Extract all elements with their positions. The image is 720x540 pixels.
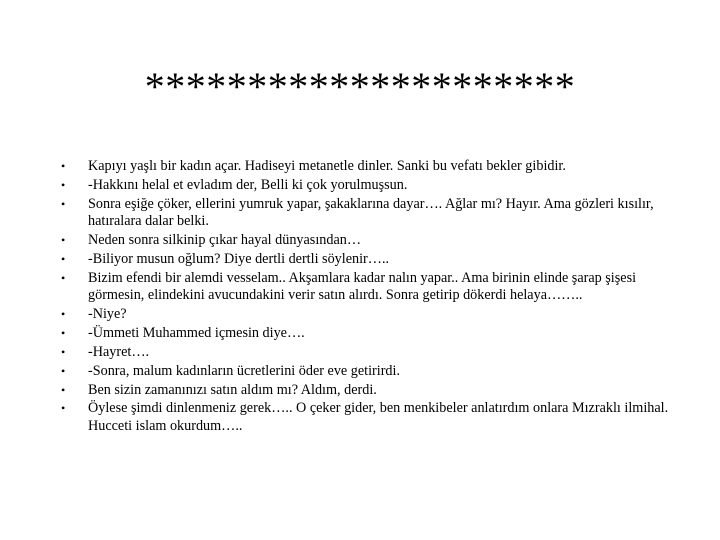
list-item-text: Ben sizin zamanınızı satın aldım mı? Aldım, derdi. [88,381,377,398]
list-item-text: -Hayret…. [88,343,150,360]
list-item [58,306,678,323]
bullet-icon: • [61,363,66,378]
list-item-text: -Sonra, malum kadınların ücretlerini öder eve getirirdi. [88,362,401,379]
list-item-text: Neden sonra silkinip çıkar hayal dünyasından… [88,231,362,248]
bullet-icon: • [61,177,66,192]
bullet-icon: • [61,344,66,359]
list-item [58,177,678,194]
list-item [58,158,678,175]
list-item [58,363,678,380]
list-item-text: Bizim efendi bir alemdi vesselam.. Akşamlara kadar nalın yapar.. Ama birinin elinde şarap şişesi görmesin, elindekini avucundakini verir satın alırdı. Sonra getirip dökerdi helaya…….. [88,269,637,304]
list-item-text: -Biliyor musun oğlum? Diye dertli dertli söylenir….. [88,250,390,267]
bullet-icon: • [61,159,66,173]
slide-title: ********************* [144,64,576,109]
bullet-list [58,158,678,437]
bullet-icon: • [61,270,66,285]
list-item-text: Öylese şimdi dinlenmeniz gerek….. O çeker gider, ben menkibeler anlatırdım onlara Mızraklı ilmihal. Hucceti islam okurdum….. [88,400,669,434]
bullet-icon: • [61,325,66,340]
list-item [58,382,678,399]
bullet-icon: • [61,251,66,266]
list-item [58,400,678,435]
list-item [58,232,678,249]
bullet-icon: • [61,232,66,247]
list-item [58,196,678,231]
list-item [58,270,678,305]
bullet-icon: • [61,382,66,397]
list-item-text: Kapıyı yaşlı bir kadın açar. Hadiseyi metanetle dinler. Sanki bu vefatı bekler gibidir. [88,158,566,174]
bullet-icon: • [61,196,66,211]
bullet-icon: • [61,401,66,416]
bullet-icon: • [61,306,66,321]
list-item-text: -Niye? [88,305,127,322]
list-item-text: -Ümmeti Muhammed içmesin diye…. [88,324,305,341]
list-item-text: Sonra eşiğe çöker, ellerini yumruk yapar, şakaklarına dayar…. Ağlar mı? Hayır. Ama gözleri kısılır, hatıralara dalar belki. [88,195,654,230]
list-item [58,251,678,268]
list-item-text: -Hakkını helal et evladım der, Belli ki çok yorulmuşsun. [88,176,408,193]
list-item [58,344,678,361]
list-item [58,325,678,342]
